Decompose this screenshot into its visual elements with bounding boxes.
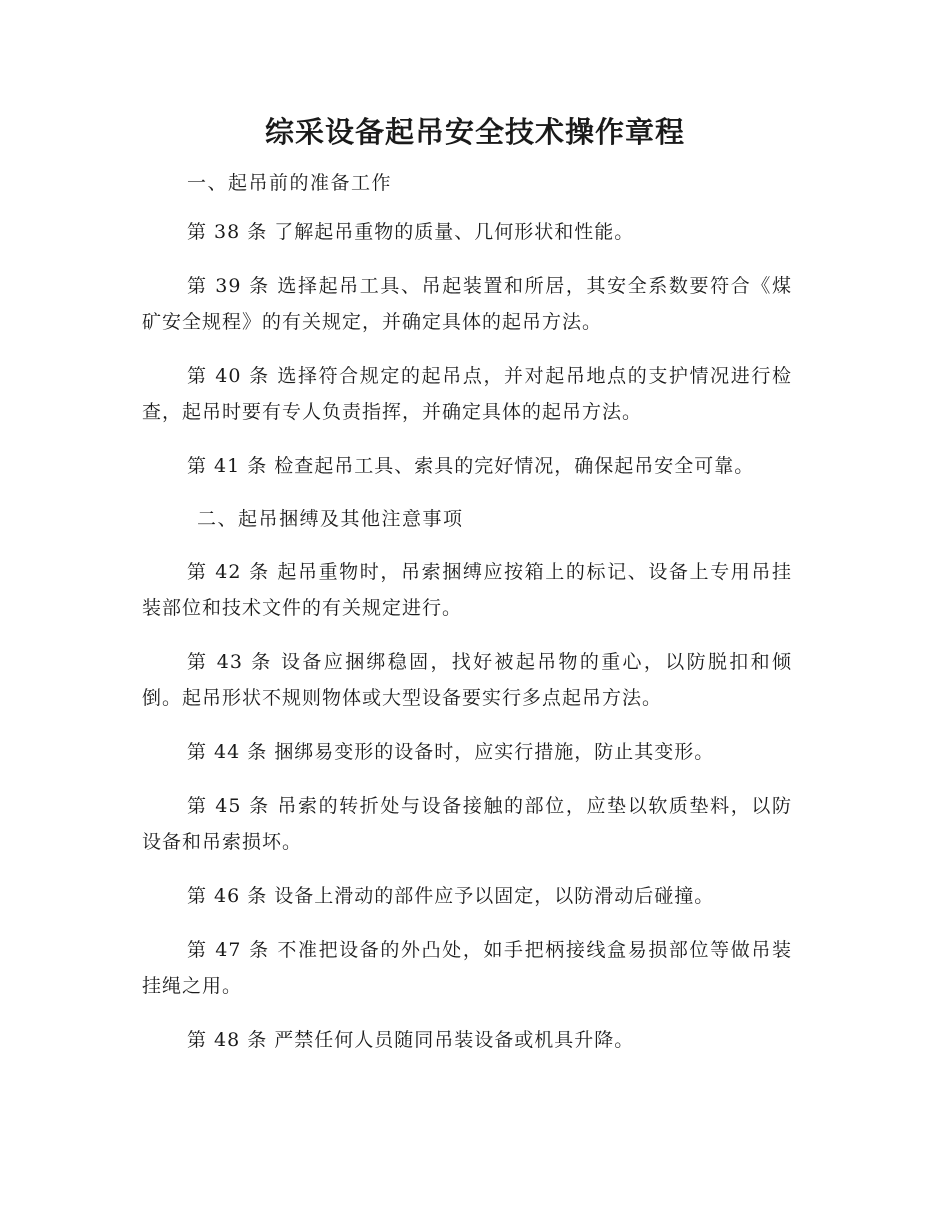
article-46: 第 46 条 设备上滑动的部件应予以固定，以防滑动后碰撞。 [187, 885, 715, 907]
article-41: 第 41 条 检查起吊工具、索具的完好情况，确保起吊安全可靠。 [187, 455, 755, 477]
article-39: 第 39 条 选择起吊工具、吊起装置和所居，其安全系数要符合《煤矿安全规程》的有关规定，并确定具体的起吊方法。 [142, 275, 792, 333]
document-title: 综采设备起吊安全技术操作章程 [264, 115, 685, 149]
article-38: 第 38 条 了解起吊重物的质量、几何形状和性能。 [187, 221, 635, 243]
section-heading-1: 一、起吊前的准备工作 [187, 172, 393, 194]
article-48: 第 48 条 严禁任何人员随同吊装设备或机具升降。 [187, 1029, 635, 1051]
section-heading-2: 二、起吊捆缚及其他注意事项 [197, 508, 464, 530]
article-44: 第 44 条 捆绑易变形的设备时，应实行措施，防止其变形。 [187, 741, 715, 763]
article-42: 第 42 条 起吊重物时，吊索捆缚应按箱上的标记、设备上专用吊挂装部位和技术文件的有关规定进行。 [142, 561, 792, 619]
article-43: 第 43 条 设备应捆绑稳固，找好被起吊物的重心，以防脱扣和倾倒。起吊形状不规则物体或大型设备要实行多点起吊方法。 [142, 651, 792, 709]
article-47: 第 47 条 不准把设备的外凸处，如手把柄接线盒易损部位等做吊装挂绳之用。 [142, 939, 792, 997]
article-40: 第 40 条 选择符合规定的起吊点，并对起吊地点的支护情况进行检查，起吊时要有专人负责指挥，并确定具体的起吊方法。 [142, 365, 792, 423]
article-45: 第 45 条 吊索的转折处与设备接触的部位，应垫以软质垫料，以防设备和吊索损坏。 [142, 795, 792, 853]
document-body [142, 166, 792, 1058]
